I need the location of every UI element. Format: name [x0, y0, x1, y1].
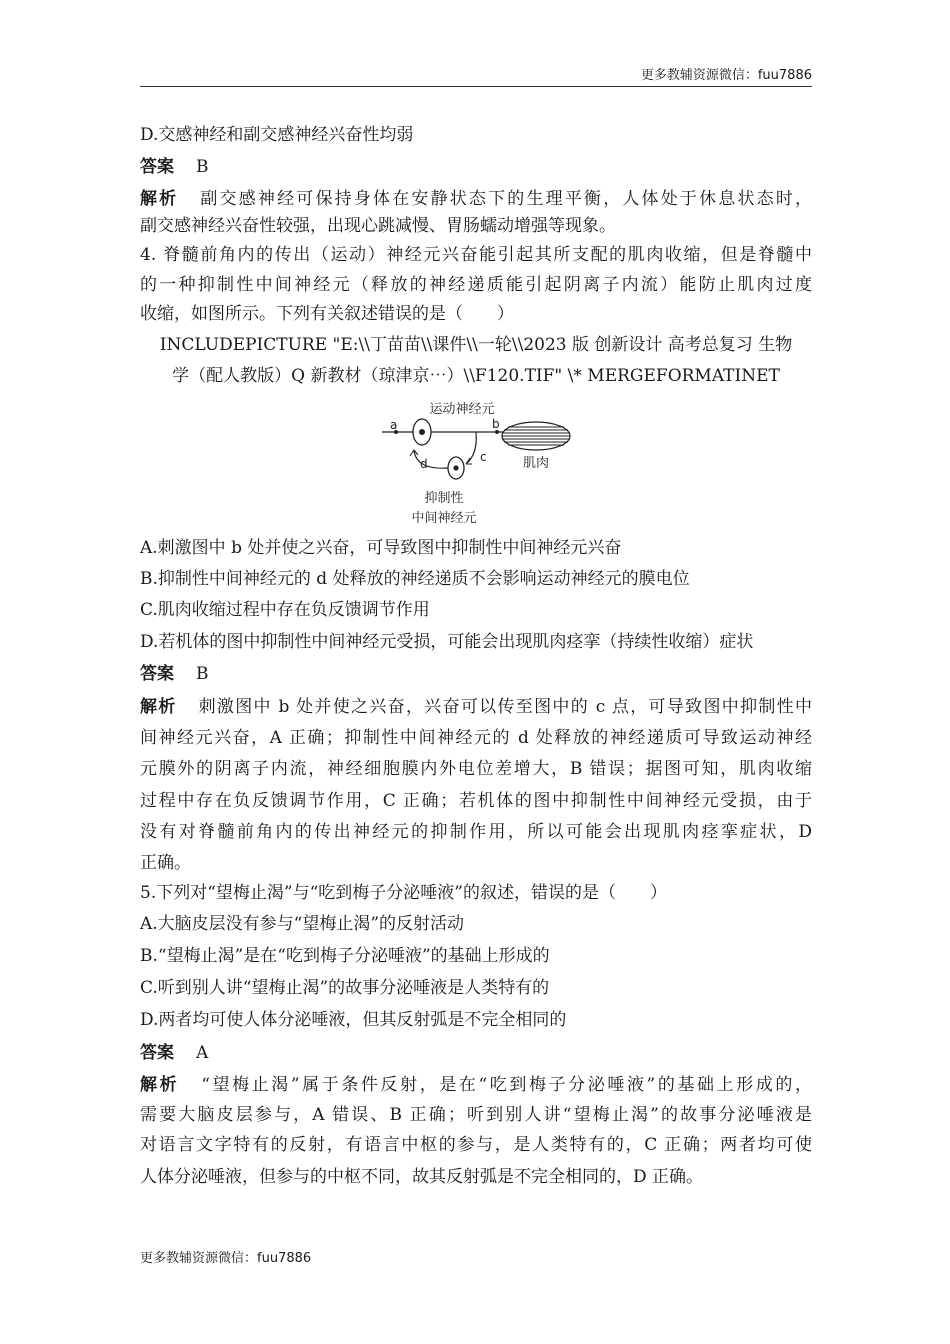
q5-option-d: D.两者均可使人体分泌唾液，但其反射弧是不完全相同的 — [140, 1010, 567, 1030]
q3-answer — [140, 157, 812, 177]
q4-answer-value: B — [196, 664, 209, 684]
q5-option-a: A.大脑皮层没有参与“望梅止渴”的反射活动 — [140, 914, 465, 934]
q5-answer — [140, 1043, 812, 1063]
q3-analysis-line-1 — [140, 189, 812, 209]
q3-analysis-text-1: 副交感神经可保持身体在安静状态下的生理平衡，人体处于休息状态时， — [200, 189, 812, 209]
q4-include-line-2: 学（配人教版）Q 新教材（琼津京⋯）\\F120.TIF" \* MERGEFORMATINET — [172, 366, 780, 386]
q4-analysis-line-5: 没有对脊髓前角内的传出神经元的抑制作用，所以可能会出现肌肉痉挛症状，D — [140, 822, 812, 842]
q3-analysis-line-2: 副交感神经兴奋性较强，出现心跳减慢、胃肠蠕动增强等现象。 — [140, 216, 616, 236]
q5-option-b: B.“望梅止渴”是在“吃到梅子分泌唾液”的基础上形成的 — [140, 946, 550, 966]
q5-analysis-label: 解析 — [140, 1075, 180, 1095]
q4-option-c: C.肌肉收缩过程中存在负反馈调节作用 — [140, 600, 430, 620]
label-d: d — [420, 457, 428, 471]
q5-analysis-line-1 — [140, 1075, 812, 1095]
q3-option-d: D.交感神经和副交感神经兴奋性均弱 — [140, 125, 414, 145]
q4-analysis-line-6: 正确。 — [140, 853, 191, 873]
q5-stem: 5.下列对“望梅止渴”与“吃到梅子分泌唾液”的叙述，错误的是（ ） — [140, 883, 667, 903]
neuron-diagram-svg — [376, 398, 576, 530]
q5-analysis-line-4: 人体分泌唾液，但参与的中枢不同，故其反射弧是不完全相同的，D 正确。 — [140, 1167, 704, 1187]
label-interneuron-2: 中间神经元 — [411, 511, 477, 526]
q4-stem-line-1: 4. 脊髓前角内的传出（运动）神经元兴奋能引起其所支配的肌肉收缩，但是脊髓中 — [140, 245, 812, 265]
header-rule — [140, 86, 812, 87]
neuron-diagram — [376, 398, 576, 530]
interneuron-nucleus — [453, 465, 458, 470]
label-interneuron-1: 抑制性 — [424, 491, 464, 506]
q3-answer-label: 答案 — [140, 157, 174, 177]
label-b: b — [492, 417, 500, 431]
q4-option-d: D.若机体的图中抑制性中间神经元受损，可能会出现肌肉痉挛（持续性收缩）症状 — [140, 632, 754, 652]
label-c: c — [480, 450, 487, 464]
q4-option-a: A.刺激图中 b 处并使之兴奋，可导致图中抑制性中间神经元兴奋 — [140, 538, 622, 558]
q4-stem-line-3: 收缩，如图所示。下列有关叙述错误的是（ ） — [140, 304, 514, 324]
collateral-branch — [466, 432, 476, 464]
motor-neuron-nucleus — [419, 429, 425, 435]
label-motor-neuron: 运动神经元 — [429, 402, 495, 417]
q3-answer-value: B — [196, 157, 209, 177]
q5-option-c: C.听到别人讲“望梅止渴”的故事分泌唾液是人类特有的 — [140, 978, 550, 998]
q4-answer-label: 答案 — [140, 664, 174, 684]
q5-answer-label: 答案 — [140, 1043, 174, 1063]
q4-analysis-text-1: 刺激图中 b 处并使之兴奋，兴奋可以传至图中的 c 点，可导致图中抑制性中 — [198, 697, 812, 717]
q4-stem-line-2: 的一种抑制性中间神经元（释放的神经递质能引起阴离子内流）能防止肌肉过度 — [140, 275, 812, 295]
q4-include-line-1: INCLUDEPICTURE "E:\\丁苗苗\\课件\\一轮\\2023 版 创新设计 高考总复习 生物 — [159, 335, 793, 355]
label-muscle: 肌肉 — [522, 456, 550, 471]
q5-answer-value: A — [196, 1043, 209, 1063]
q4-analysis-line-3: 元膜外的阴离子内流，神经细胞膜内外电位差增大，B 错误；据图可知，肌肉收缩 — [140, 759, 812, 779]
label-a: a — [390, 418, 398, 432]
q4-analysis-line-1 — [140, 697, 812, 717]
q5-analysis-line-2: 需要大脑皮层参与，A 错误、B 正确；听到别人讲“望梅止渴”的故事分泌唾液是 — [140, 1105, 812, 1125]
q5-analysis-line-3: 对语言文字特有的反射，有语言中枢的参与，是人类特有的，C 正确；两者均可使 — [140, 1135, 812, 1155]
q4-analysis-line-2: 间神经元兴奋，A 正确；抑制性中间神经元的 d 处释放的神经递质可导致运动神经 — [140, 728, 812, 748]
header-text: 更多教辅资源微信：fuu7886 — [640, 68, 812, 83]
q4-answer — [140, 664, 812, 684]
q4-option-b: B.抑制性中间神经元的 d 处释放的神经递质不会影响运动神经元的膜电位 — [140, 569, 690, 589]
muscle-stripes — [502, 427, 570, 445]
footer-text: 更多教辅资源微信：fuu7886 — [140, 1251, 312, 1266]
q3-analysis-label: 解析 — [140, 189, 179, 209]
q4-analysis-line-4: 过程中存在负反馈调节作用，C 正确；若机体的图中抑制性中间神经元受损，由于 — [140, 791, 812, 811]
q4-analysis-label: 解析 — [140, 697, 177, 717]
q5-analysis-text-1: “望梅止渴”属于条件反射，是在“吃到梅子分泌唾液”的基础上形成的， — [201, 1075, 812, 1095]
